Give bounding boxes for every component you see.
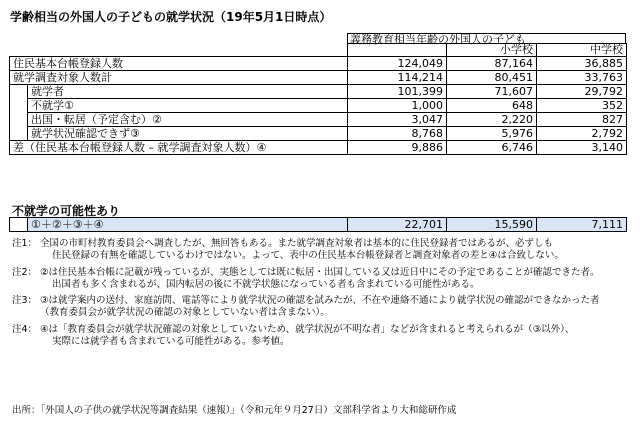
table-header-row (10, 44, 627, 57)
note-label: 注2： (12, 266, 38, 278)
cell-junior: 352 (537, 99, 627, 113)
note-line: 実際には就学者も含まれている可能性がある。参考値。 (52, 336, 290, 348)
note-3 (12, 295, 632, 320)
note-label: 注3： (12, 295, 38, 307)
header-junior: 中学校 (537, 44, 627, 57)
cell-junior: 2,792 (537, 127, 627, 141)
note-label: 注4： (12, 323, 38, 335)
cell-total: 1,000 (348, 99, 447, 113)
possibility-total: 22,701 (348, 218, 447, 232)
row-label: 差（住民基本台帳登録人数 – 就学調査対象人数）④ (10, 141, 348, 155)
cell-elementary: 80,451 (447, 71, 537, 85)
cell-total: 8,768 (348, 127, 447, 141)
cell-elementary: 87,164 (447, 57, 537, 71)
note-2 (12, 267, 632, 292)
row-label: 出国・転居（予定含む）② (28, 113, 348, 127)
table-row (10, 141, 627, 155)
header-elementary: 小学校 (447, 44, 537, 57)
cell-total: 3,047 (348, 113, 447, 127)
possibility-heading: 不就学の可能性あり (12, 204, 121, 218)
table-row (10, 71, 627, 85)
cell-total: 124,049 (348, 57, 447, 71)
table-row (10, 127, 627, 141)
row-label: 就学調査対象人数計 (10, 71, 348, 85)
note-label: 注1： (12, 238, 38, 249)
enrollment-table (9, 43, 627, 155)
possibility-table (9, 217, 627, 232)
note-4 (12, 324, 632, 349)
row-label: 就学者 (28, 85, 348, 99)
note-1 (12, 238, 632, 263)
note-line: ③は就学案内の送付、家庭訪問、電話等により就学状況の確認を試みたが、不在や連絡不通により就学状況の確認ができなかった者 (40, 295, 600, 307)
row-label: 就学状況確認できず③ (28, 127, 348, 141)
row-label: 不就学① (28, 99, 348, 113)
table-row (10, 113, 627, 127)
cell-junior: 36,885 (537, 57, 627, 71)
possibility-label: ①＋②＋③＋④ (28, 218, 348, 232)
row-label: 住民基本台帳登録人数 (10, 57, 348, 71)
cell-junior: 33,763 (537, 71, 627, 85)
possibility-junior: 7,111 (537, 218, 627, 232)
possibility-row (10, 218, 627, 232)
page-title: 学齢相当の外国人の子どもの就学状況（19年5月1日時点） (10, 10, 332, 24)
cell-total: 114,214 (348, 71, 447, 85)
notes-section (12, 238, 632, 352)
table-row (10, 57, 627, 71)
note-line: 住民登録の有無を確認しているわけではない。よって、表中の住民基本台帳登録者と調査対象者の差と④は合致しない。 (52, 250, 564, 262)
cell-total: 9,886 (348, 141, 447, 155)
note-line: ④は「教育委員会が就学状況確認の対象としていないため、就学状況が不明な者」などが含まれると考えられるが（③以外）、 (40, 323, 575, 335)
cell-junior: 827 (537, 113, 627, 127)
table-row (10, 99, 627, 113)
source-note: 出所：「外国人の子供の就学状況等調査結果（速報）」（令和元年９月27日）文部科学省より大和総研作成 (12, 405, 457, 416)
possibility-elementary: 15,590 (447, 218, 537, 232)
cell-junior: 29,792 (537, 85, 627, 99)
note-line: （教育委員会が就学状況の確認の対象としていない者は含まない）。 (40, 307, 330, 319)
note-line: ②は住民基本台帳に記載が残っているが、実態としては既に転居・出国している又は近日中にその予定であることが確認できた者。 (40, 266, 600, 278)
cell-elementary: 2,220 (447, 113, 537, 127)
cell-total: 101,399 (348, 85, 447, 99)
note-line: 全国の市町村教育委員会へ調査したが、無回答もある。また就学調査対象者は基本的に住民登録者ではあるが、必ずしも (40, 238, 554, 249)
cell-elementary: 71,607 (447, 85, 537, 99)
table-row (10, 85, 627, 99)
header-group-label: 義務教育相当年齢の外国人の子ども (347, 33, 626, 44)
cell-elementary: 648 (447, 99, 537, 113)
note-line: 出国者も多く含まれるが、国内転居の後に不就学状態になっている者も含まれている可能性がある。 (52, 278, 480, 290)
cell-elementary: 5,976 (447, 127, 537, 141)
cell-junior: 3,140 (537, 141, 627, 155)
cell-elementary: 6,746 (447, 141, 537, 155)
